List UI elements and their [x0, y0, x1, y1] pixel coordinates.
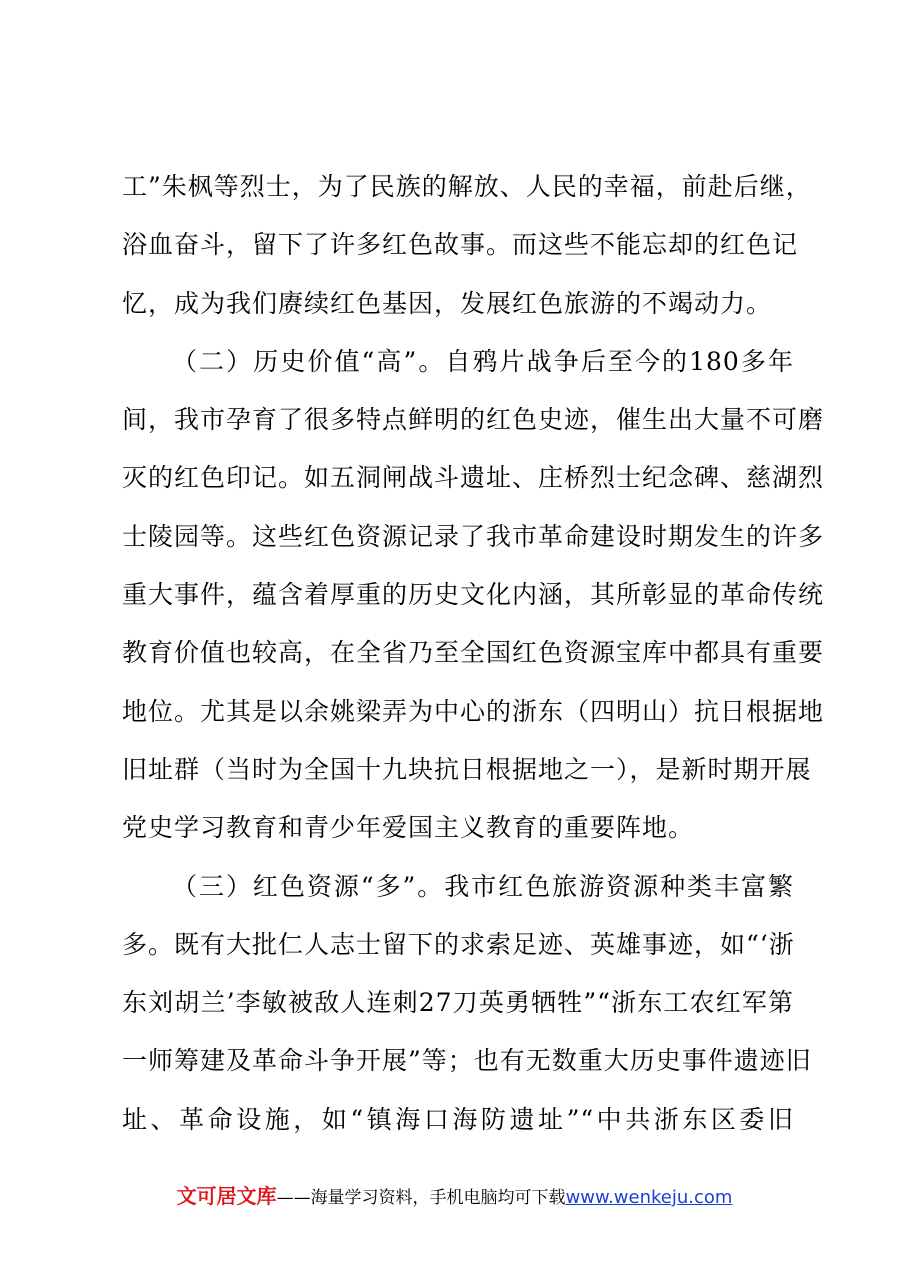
paragraph-line: 重大事件，蕴含着厚重的历史文化内涵，其所彰显的革命传统: [122, 580, 825, 610]
paragraph-line: 多。既有大批仁人志士留下的求索足迹、英雄事迹，如“‘浙: [122, 929, 795, 959]
paragraph-line: 浴血奋斗，留下了许多红色故事。而这些不能忘却的红色记: [122, 230, 799, 260]
paragraph-line: 旧址群（当时为全国十九块抗日根据地之一），是新时期开展: [122, 754, 812, 784]
paragraph-line: 一师筹建及革命斗争开展”等；也有无数重大历史事件遗迹旧: [122, 1046, 812, 1076]
paragraph-line: 地位。尤其是以余姚梁弄为中心的浙东（四明山）抗日根据地: [122, 696, 825, 726]
footer-brand: 文可居文库: [176, 1184, 277, 1208]
paragraph-line: （二）历史价值“高”。自鸦片战争后至今的180多年: [172, 346, 794, 376]
footer-banner: [0, 1181, 909, 1213]
paragraph-line: 工”朱枫等烈士，为了民族的解放、人民的幸福，前赴后继，: [122, 172, 812, 201]
paragraph-line: 士陵园等。这些红色资源记录了我市革命建设时期发生的许多: [122, 521, 825, 551]
footer-tagline: ——海量学习资料，手机电脑均可下载: [276, 1188, 566, 1208]
paragraph-line: 间，我市孕育了很多特点鲜明的红色史迹，催生出大量不可磨: [122, 405, 825, 435]
paragraph-line: 灭的红色印记。如五洞闸战斗遗址、庄桥烈士纪念碑、慈湖烈: [122, 463, 825, 493]
paragraph-line: 教育价值也较高，在全省乃至全国红色资源宝库中都具有重要: [122, 638, 825, 668]
paragraph-line: 址、革命设施，如“镇海口海防遗址”“中共浙东区委旧: [122, 1104, 794, 1134]
footer-link[interactable]: www.wenkeju.com: [565, 1187, 733, 1208]
document-body: [122, 158, 825, 1149]
paragraph-line: 党史学习教育和青少年爱国主义教育的重要阵地。: [122, 813, 695, 843]
paragraph-line: （三）红色资源“多”。我市红色旅游资源种类丰富繁: [172, 871, 794, 901]
paragraph-line: 忆，成为我们赓续红色基因，发展红色旅游的不竭动力。: [122, 288, 773, 318]
paragraph-line: 东刘胡兰’李敏被敌人连刺27刀英勇牺牲”“浙东工农红军第: [122, 988, 794, 1018]
